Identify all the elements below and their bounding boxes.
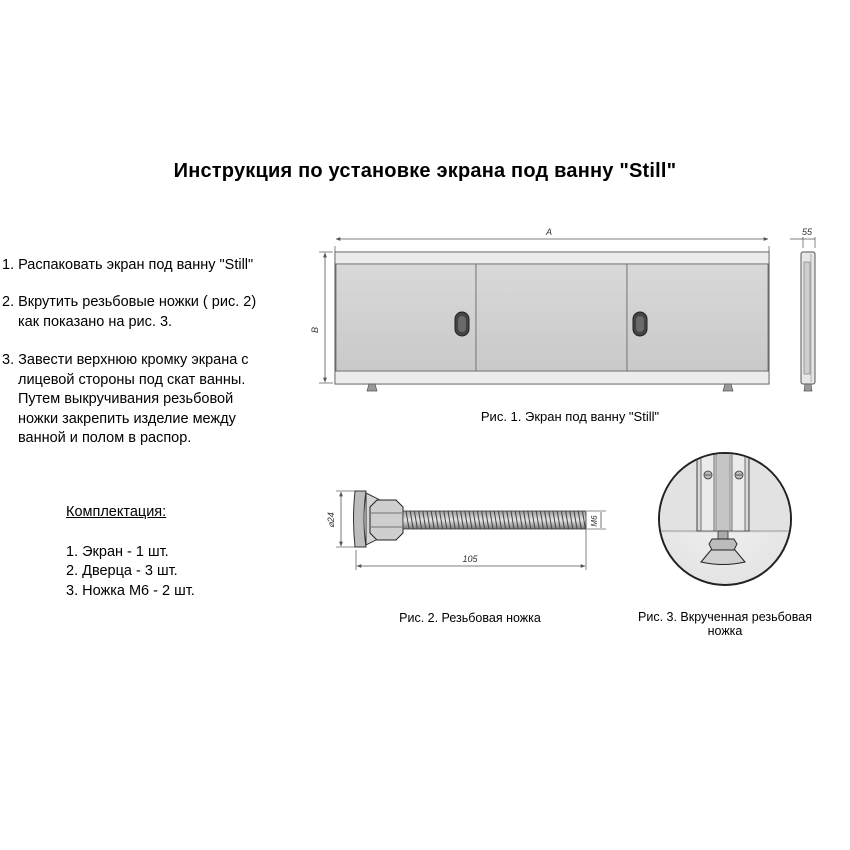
threaded-foot-drawing (354, 491, 587, 547)
fig1-dim-height: B (310, 326, 320, 334)
fig3-caption (620, 610, 830, 638)
installed-foot-detail (659, 453, 791, 585)
step-1-line-1: 1. Распаковать экран под ванну "Still" (2, 257, 254, 273)
fig1-dim-width: A (545, 227, 553, 237)
step-3-line-5: ванной и полом в распор. (18, 430, 192, 446)
screen-foot-right (723, 384, 733, 391)
fig2-dim-diameter: ⌀24 (326, 512, 336, 528)
fig2-caption: Рис. 2. Резьбовая ножка (399, 611, 541, 625)
fig2-dim-length: 105 (462, 554, 478, 564)
screen-foot-left (367, 384, 377, 391)
fig3-caption-line-2: ножка (707, 624, 743, 638)
step-3-line-3: Путем выкручивания резьбовой (18, 391, 234, 407)
step-3-line-4: ножки закрепить изделие между (18, 410, 236, 427)
fig1-dim-depth: 55 (801, 227, 813, 237)
screen-panel-right (627, 264, 768, 371)
fig1-caption: Рис. 1. Экран под ванну "Still" (480, 409, 660, 424)
kit-item-3: 3. Ножка М6 - 2 шт. (66, 582, 195, 599)
step-3-line-2: лицевой стороны под скат ванны. (18, 371, 246, 388)
step-3-line-1: 3. Завести верхнюю кромку экрана с (2, 352, 249, 368)
screen-bottom-rail (335, 371, 769, 384)
kit-title: Комплектация: (66, 504, 167, 520)
step-2-line-2: как показано на рис. 3. (18, 313, 173, 330)
fig2-dim-thread: M6 (590, 515, 599, 527)
page-title: Инструкция по установке экрана под ванну "Still" (173, 160, 677, 182)
step-2-line-1: 2. Вкрутить резьбовые ножки ( рис. 2) (2, 294, 257, 310)
kit-item-1: 1. Экран - 1 шт. (66, 543, 169, 560)
kit-item-2: 2. Дверца - 3 шт. (66, 563, 178, 579)
fig3-caption-line-1: Рис. 3. Вкрученная резьбовая (638, 610, 812, 624)
screen-top-rail (335, 252, 769, 264)
screen-panel-middle (476, 264, 627, 371)
